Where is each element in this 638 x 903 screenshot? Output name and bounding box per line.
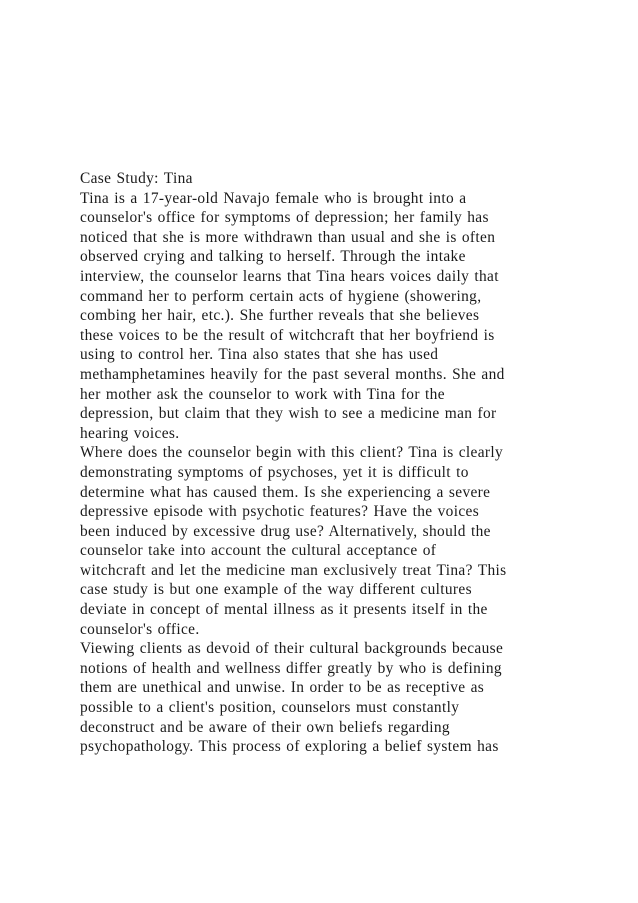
text-line: counselor's office for symptoms of depression; her family has: [80, 209, 489, 227]
text-line: deconstruct and be aware of their own beliefs regarding: [80, 718, 450, 736]
text-line: psychopathology. This process of exploring a belief system has: [80, 738, 499, 756]
text-line: determine what has caused them. Is she experiencing a severe: [80, 483, 491, 501]
text-line: combing her hair, etc.). She further reveals that she believes: [80, 307, 480, 325]
text-line: Tina is a 17-year-old Navajo female who is brought into a: [80, 189, 467, 207]
text-line: Viewing clients as devoid of their cultural backgrounds because: [80, 640, 504, 658]
text-line: deviate in concept of mental illness as it presents itself in the: [80, 601, 488, 619]
text-line: depressive episode with psychotic features? Have the voices: [80, 503, 480, 521]
text-line: notions of health and wellness differ greatly by who is defining: [80, 659, 502, 677]
text-line: interview, the counselor learns that Tina hears voices daily that: [80, 267, 499, 285]
text-line: Where does the counselor begin with this client? Tina is clearly: [80, 444, 504, 462]
text-line: been induced by excessive drug use? Alternatively, should the: [80, 522, 491, 540]
case-study-text: [80, 169, 580, 757]
text-line: observed crying and talking to herself. Through the intake: [80, 248, 466, 266]
text-line: methamphetamines heavily for the past several months. She and: [80, 365, 505, 383]
text-line: witchcraft and let the medicine man exclusively treat Tina? This: [80, 561, 507, 579]
text-line: depression, but claim that they wish to see a medicine man for: [80, 405, 497, 423]
text-line: possible to a client's position, counselors must constantly: [80, 699, 460, 717]
text-line: them are unethical and unwise. In order to be as receptive as: [80, 679, 485, 697]
text-line: hearing voices.: [80, 424, 180, 442]
text-line: counselor's office.: [80, 620, 200, 638]
text-line: noticed that she is more withdrawn than usual and she is often: [80, 228, 496, 246]
text-line: her mother ask the counselor to work with Tina for the: [80, 385, 445, 403]
text-line: case study is but one example of the way different cultures: [80, 581, 472, 599]
text-line: Case Study: Tina: [80, 170, 193, 187]
text-line: command her to perform certain acts of hygiene (showering,: [80, 287, 482, 305]
text-line: these voices to be the result of witchcraft that her boyfriend is: [80, 326, 495, 344]
text-line: using to control her. Tina also states that she has used: [80, 346, 439, 364]
text-line: counselor take into account the cultural acceptance of: [80, 542, 437, 560]
text-line: demonstrating symptoms of psychoses, yet it is difficult to: [80, 463, 469, 481]
